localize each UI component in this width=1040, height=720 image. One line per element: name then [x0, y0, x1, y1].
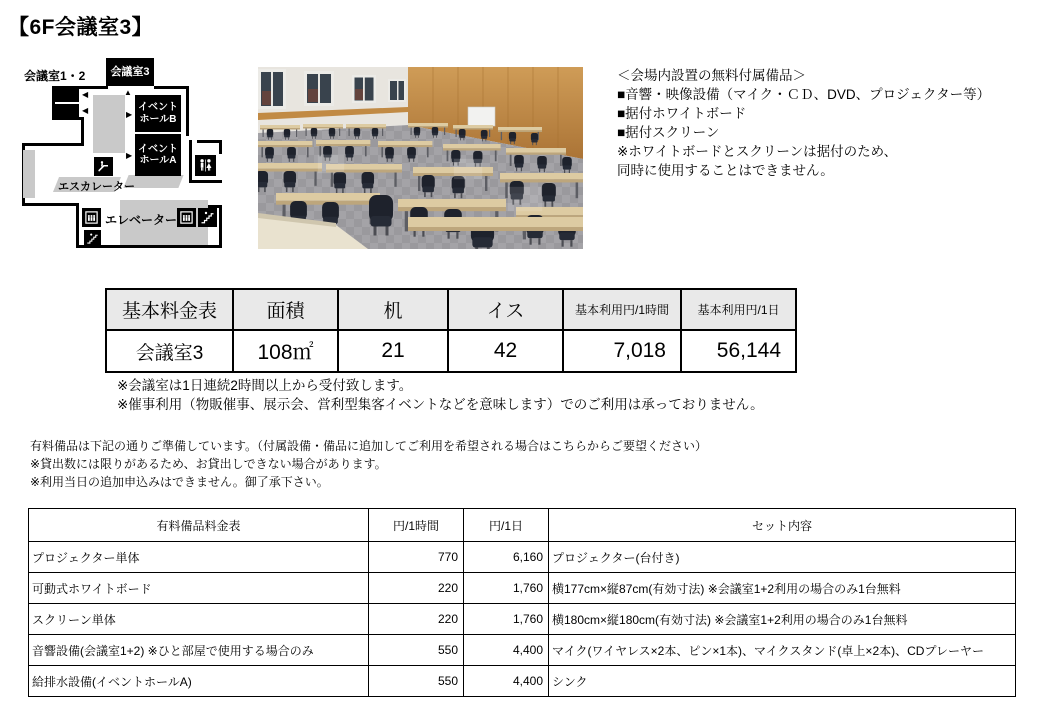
free-equipment-line: 同時に使用することはできません。 [617, 163, 834, 178]
paid-cell-set: マイク(ワイヤレス×2本、ピン×1本)、マイクスタンド(卓上×2本)、CDプレーヤー [549, 635, 1016, 666]
map-hall-b-box [135, 95, 181, 132]
basic-cell-chairs: 42 [448, 330, 563, 372]
paid-intro-line: ※利用当日の追加申込みはできません。御了承下さい。 [30, 475, 329, 489]
basic-header-per-hour: 基本利用円/1時間 [563, 289, 681, 330]
map-wall [154, 86, 189, 89]
paid-cell-name: 音響設備(会議室1+2) ※ひと部屋で使用する場合のみ [29, 635, 369, 666]
map-arrow-left-icon: ◀ [82, 106, 89, 115]
paid-cell-name: プロジェクター単体 [29, 542, 369, 573]
paid-intro-line: 有料備品は下記の通りご準備しています。（付属設備・備品に追加してご利用を希望される場合はこちらからご要望ください） [30, 439, 708, 453]
hall-b-line1: イベント [138, 102, 178, 113]
paid-cell-per-hour: 220 [369, 573, 464, 604]
paid-equipment-table [28, 508, 1016, 697]
basic-header-per-day: 基本利用円/1日 [681, 289, 796, 330]
free-equipment-line: ※ホワイトボードとスクリーンは据付のため、 [617, 144, 898, 159]
basic-cell-per-hour: 7,018 [563, 330, 681, 372]
free-equipment-block [617, 66, 1037, 180]
free-equipment-line: ■据付ホワイトボード [617, 106, 747, 121]
basic-header-chairs: イス [448, 289, 563, 330]
map-arrow-right-icon: ▶ [126, 151, 133, 160]
stairs-icon [198, 208, 217, 227]
paid-cell-set: 横177cm×縦87cm(有効寸法) ※会議室1+2利用の場合のみ1台無料 [549, 573, 1016, 604]
paid-cell-name: 給排水設備(イベントホールA) [29, 666, 369, 697]
paid-cell-per-hour: 550 [369, 666, 464, 697]
map-room1-box [53, 88, 79, 102]
map-hall-a-box [135, 134, 181, 176]
paid-cell-per-hour: 770 [369, 542, 464, 573]
map-arrow-up-icon: ▲ [124, 88, 132, 97]
map-wall [219, 140, 222, 154]
basic-cell-desks: 21 [338, 330, 448, 372]
basic-header-area: 面積 [233, 289, 338, 330]
paid-row [29, 573, 1016, 604]
basic-price-table [105, 288, 797, 373]
basic-header-row [106, 289, 796, 330]
escalator-icon [94, 157, 113, 176]
free-equipment-heading: ＜会場内設置の無料付属備品＞ [617, 68, 806, 83]
paid-cell-per-hour: 550 [369, 635, 464, 666]
paid-cell-per-day: 6,160 [464, 542, 549, 573]
paid-row [29, 666, 1016, 697]
basic-notes [117, 376, 764, 414]
paid-header-set: セット内容 [549, 509, 1016, 542]
paid-cell-name: スクリーン単体 [29, 604, 369, 635]
paid-cell-name: 可動式ホワイトボード [29, 573, 369, 604]
map-room3-box: 会議室3 [106, 58, 154, 86]
paid-cell-per-hour: 220 [369, 604, 464, 635]
free-equipment-line: ■音響・映像設備（マイク・ＣＤ、DVD、プロジェクター等） [617, 87, 991, 102]
paid-cell-per-day: 4,400 [464, 635, 549, 666]
map-wall [81, 117, 84, 145]
paid-cell-set: 横180cm×縦180cm(有効寸法) ※会議室1+2利用の場合のみ1台無料 [549, 604, 1016, 635]
floor-map [14, 58, 246, 250]
hall-b-line2: ホールB [139, 113, 177, 125]
room-photo [258, 67, 583, 249]
paid-header-item: 有料備品料金表 [29, 509, 369, 542]
map-wall [76, 203, 79, 248]
hall-a-line2: ホールA [139, 155, 177, 166]
paid-row [29, 635, 1016, 666]
restroom-icon [195, 155, 216, 176]
elevator-icon [177, 208, 196, 227]
paid-header-per-day: 円/1日 [464, 509, 549, 542]
paid-intro [30, 437, 707, 491]
basic-header-desks: 机 [338, 289, 448, 330]
paid-cell-per-day: 1,760 [464, 604, 549, 635]
map-wall [189, 140, 192, 183]
page-title: 【6F会議室3】 [8, 16, 154, 39]
basic-cell-name: 会議室3 [106, 330, 233, 372]
map-corridor [23, 150, 35, 198]
stairs-icon [84, 230, 101, 247]
basic-cell-area: 108㎡ [233, 330, 338, 372]
paid-cell-per-day: 1,760 [464, 573, 549, 604]
map-label-rooms12: 会議室1・2 [24, 69, 86, 83]
basic-note-line: ※催事利用（物販催事、展示会、営利型集客イベントなどを意味します）でのご利用は承っておりません。 [117, 397, 764, 412]
paid-cell-per-day: 4,400 [464, 666, 549, 697]
map-wall [189, 180, 222, 183]
basic-data-row [106, 330, 796, 372]
paid-cell-set: プロジェクター(台付き) [549, 542, 1016, 573]
paid-header-row [29, 509, 1016, 542]
map-arrow-right-icon: ▶ [126, 110, 133, 119]
map-wall [219, 205, 222, 248]
map-wall [22, 143, 84, 146]
map-arrow-left-icon: ◀ [82, 90, 89, 99]
basic-cell-per-day: 56,144 [681, 330, 796, 372]
paid-row [29, 604, 1016, 635]
elevator-icon [82, 208, 101, 227]
map-label-elevator: エレベーター [105, 213, 178, 227]
paid-header-per-hour: 円/1時間 [369, 509, 464, 542]
paid-row [29, 542, 1016, 573]
hall-a-line1: イベント [138, 143, 178, 155]
paid-intro-line: ※貸出数には限りがあるため、お貸出しできない場合があります。 [30, 457, 387, 471]
map-label-escalator: エスカレーター [58, 181, 135, 193]
map-wall [186, 86, 189, 136]
basic-header-name: 基本料金表 [106, 289, 233, 330]
map-room2-box [53, 104, 79, 118]
paid-cell-set: シンク [549, 666, 1016, 697]
free-equipment-line: ■据付スクリーン [617, 125, 720, 140]
map-wall [22, 203, 79, 206]
map-corridor [93, 95, 125, 153]
basic-note-line: ※会議室は1日連続2時間以上から受付致します。 [117, 378, 413, 393]
